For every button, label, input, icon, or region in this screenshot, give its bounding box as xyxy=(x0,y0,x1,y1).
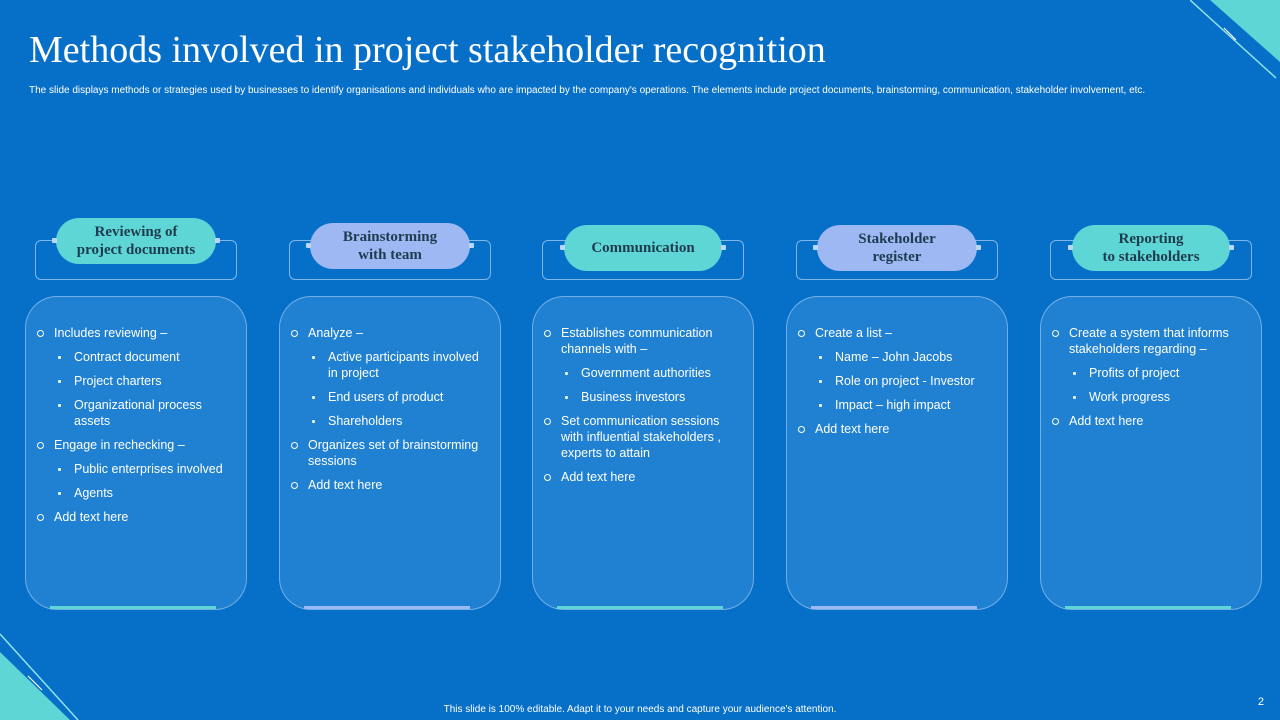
connector-dot xyxy=(976,245,981,250)
column-card xyxy=(25,296,247,610)
bullet-item: Set communication sessions with influential stakeholders , experts to attain xyxy=(543,413,743,461)
connector-dot xyxy=(215,238,220,243)
card-accent-bar xyxy=(1065,606,1231,609)
sub-bullet-item: Public enterprises involved xyxy=(36,461,236,477)
bullet-item: Create a list – xyxy=(797,325,997,341)
page-number: 2 xyxy=(1257,696,1264,708)
method-column xyxy=(25,218,247,610)
column-card xyxy=(279,296,501,610)
bullet-list xyxy=(1051,325,1251,437)
column-heading: Reporting to stakeholders xyxy=(1072,225,1230,271)
method-column xyxy=(1040,218,1262,610)
column-card xyxy=(1040,296,1262,610)
connector-dot xyxy=(1068,245,1073,250)
bullet-list xyxy=(36,325,236,533)
connector-dot xyxy=(1229,245,1234,250)
connector-dot xyxy=(469,243,474,248)
connector-dot xyxy=(306,243,311,248)
sub-bullet-item: Shareholders xyxy=(290,413,490,429)
card-accent-bar xyxy=(811,606,977,609)
column-heading: Brainstorming with team xyxy=(310,223,470,269)
connector-dot xyxy=(52,238,57,243)
column-heading: Stakeholder register xyxy=(817,225,977,271)
connector-dot xyxy=(560,245,565,250)
bullet-item: Create a system that informs stakeholders regarding – xyxy=(1051,325,1251,357)
bullet-item: Analyze – xyxy=(290,325,490,341)
bullet-item: Organizes set of brainstorming sessions xyxy=(290,437,490,469)
slide-footer: This slide is 100% editable. Adapt it to your needs and capture your audience's attention. xyxy=(443,704,837,715)
sub-bullet-item: Name – John Jacobs xyxy=(797,349,997,365)
sub-bullet-item: Organizational process assets xyxy=(36,397,236,429)
card-accent-bar xyxy=(50,606,216,609)
bullet-list xyxy=(290,325,490,501)
sub-bullet-item: Government authorities xyxy=(543,365,743,381)
column-card xyxy=(786,296,1008,610)
sub-bullet-item: End users of product xyxy=(290,389,490,405)
connector-dot xyxy=(813,245,818,250)
bullet-list xyxy=(797,325,997,445)
slide-title: Methods involved in project stakeholder recognition xyxy=(29,29,826,71)
sub-bullet-item: Business investors xyxy=(543,389,743,405)
bullet-item: Engage in rechecking – xyxy=(36,437,236,453)
bullet-item: Add text here xyxy=(543,469,743,485)
method-column xyxy=(279,218,501,610)
column-heading: Communication xyxy=(564,225,722,271)
bullet-item: Add text here xyxy=(290,477,490,493)
bullet-item: Add text here xyxy=(1051,413,1251,429)
method-column xyxy=(532,218,754,610)
sub-bullet-item: Role on project - Investor xyxy=(797,373,997,389)
column-heading: Reviewing of project documents xyxy=(56,218,216,264)
bullet-item: Includes reviewing – xyxy=(36,325,236,341)
sub-bullet-item: Project charters xyxy=(36,373,236,389)
sub-bullet-item: Contract document xyxy=(36,349,236,365)
bullet-item: Add text here xyxy=(36,509,236,525)
slide-subtitle: The slide displays methods or strategies used by businesses to identify organisations and individuals who are impacted by the company's operations. The elements include project documents, brainstorming, communication, stakeholder involvement, etc. xyxy=(29,85,1146,96)
connector-dot xyxy=(721,245,726,250)
bullet-item: Add text here xyxy=(797,421,997,437)
corner-decoration-top-right xyxy=(1190,0,1280,80)
method-column xyxy=(786,218,1008,610)
sub-bullet-item: Impact – high impact xyxy=(797,397,997,413)
sub-bullet-item: Active participants involved in project xyxy=(290,349,490,381)
sub-bullet-item: Work progress xyxy=(1051,389,1251,405)
column-card xyxy=(532,296,754,610)
card-accent-bar xyxy=(557,606,723,609)
sub-bullet-item: Agents xyxy=(36,485,236,501)
card-accent-bar xyxy=(304,606,470,609)
bullet-item: Establishes communication channels with – xyxy=(543,325,743,357)
bullet-list xyxy=(543,325,743,493)
sub-bullet-item: Profits of project xyxy=(1051,365,1251,381)
